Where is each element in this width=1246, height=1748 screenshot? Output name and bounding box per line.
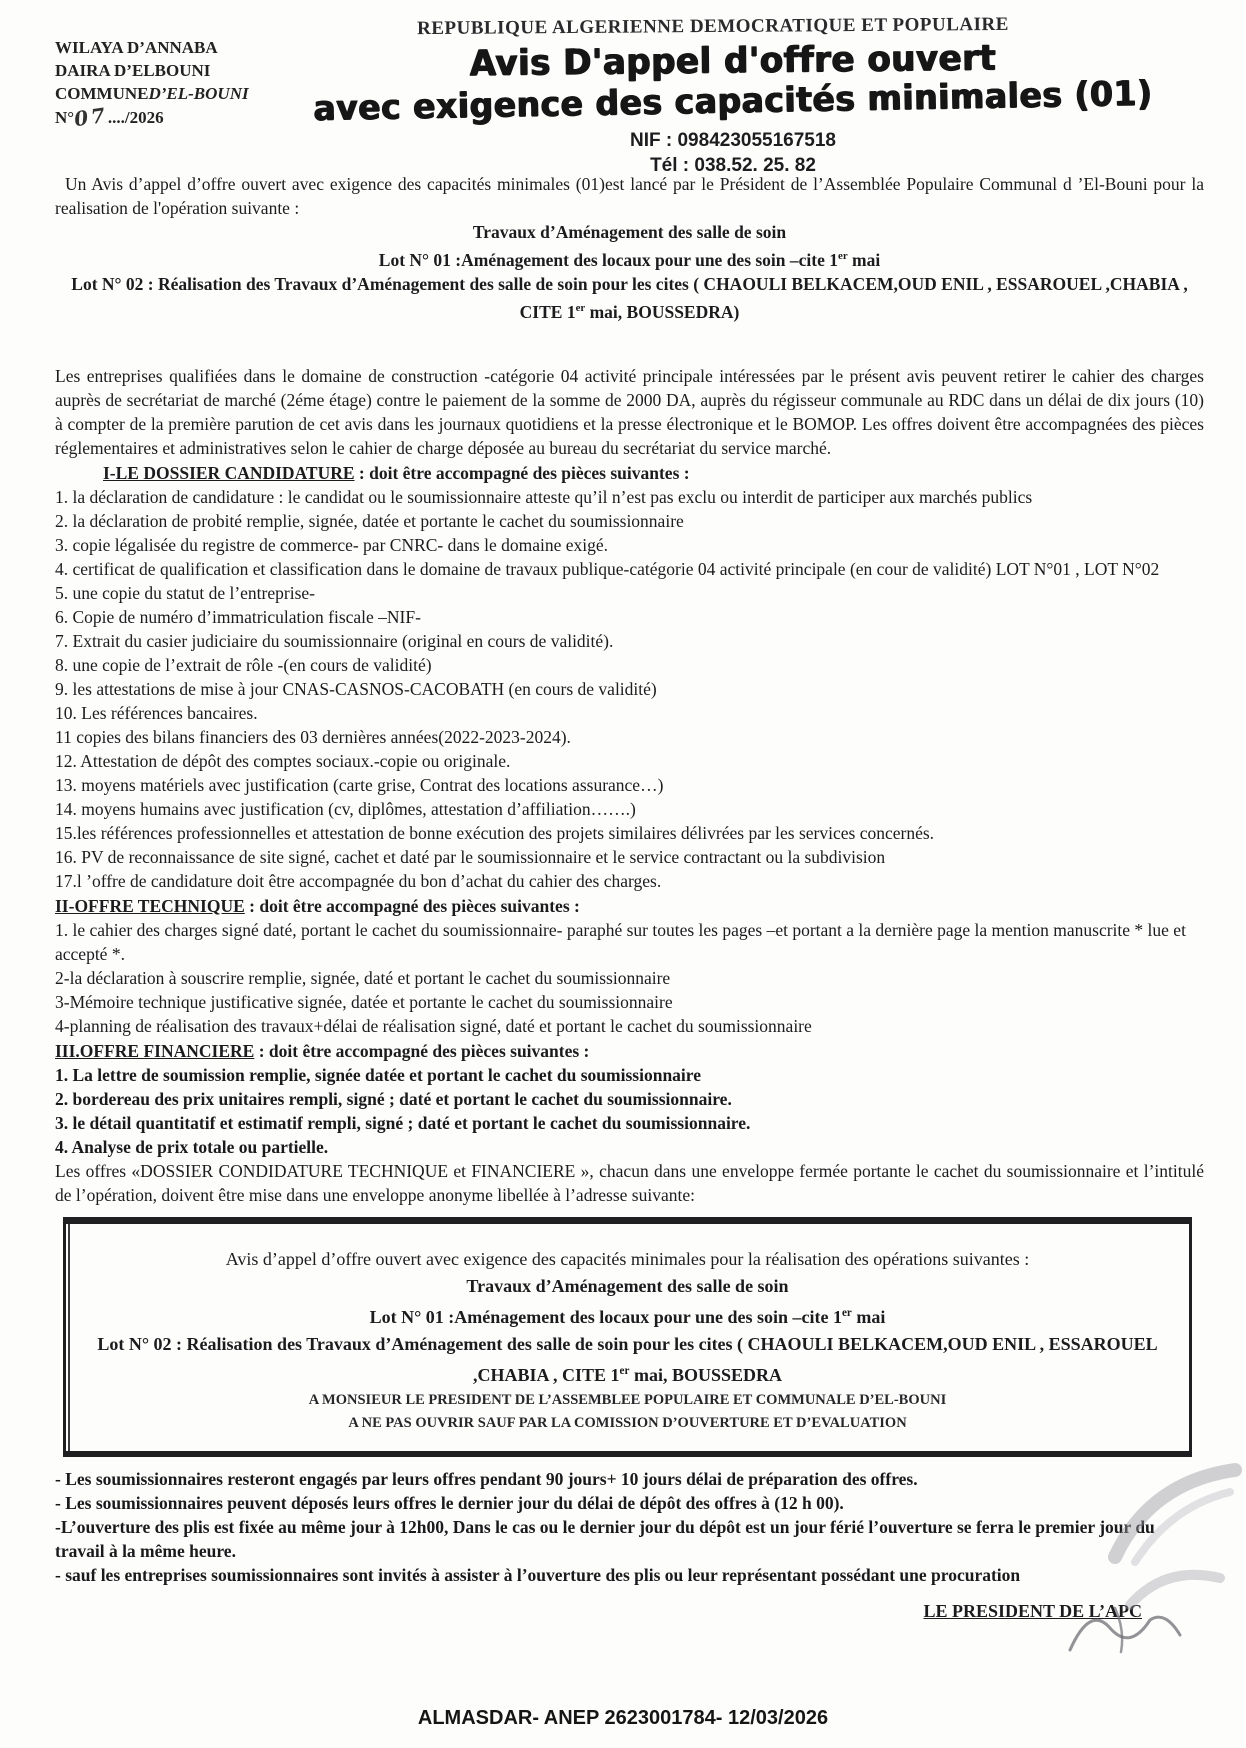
section-heading-technique: II-OFFRE TECHNIQUE : doit être accompagné des pièces suivantes : — [55, 895, 580, 916]
publication-footer: ALMASDAR- ANEP 2623001784- 12/03/2026 — [417, 1707, 829, 1729]
issuer-commune: COMMUNED’EL-BOUNI — [55, 84, 249, 103]
issuer-wilaya: WILAYA D’ANNABA — [55, 38, 218, 57]
signature-line: LE PRESIDENT DE L’APC — [923, 1600, 1142, 1621]
dossier-item: 15.les références professionnelles et attestation de bonne exécution des projets similaires délivrées par les services concernés. — [55, 822, 935, 843]
dossier-item: 14. moyens humains avec justification (cv, diplômes, attestation d’affiliation…….) — [55, 798, 636, 819]
section-heading-financiere: III.OFFRE FINANCIERE : doit être accompagné des pièces suivantes : — [55, 1040, 590, 1061]
dossier-item: 6. Copie de numéro d’immatriculation fiscale –NIF- — [55, 606, 421, 627]
financiere-item: 3. le détail quantitatif et estimatif rempli, signé ; daté et portant le cachet du soumissionnaire. — [55, 1112, 751, 1133]
operation-title: Travaux d’Aménagement des salle de soin — [472, 222, 787, 242]
document-title-line2: avec exigence des capacités minimales (01) — [313, 72, 1153, 129]
box-recipient: A MONSIEUR LE PRESIDENT DE L’ASSEMBLEE POPULAIRE ET COMMUNALE D’EL-BOUNI — [308, 1391, 947, 1408]
condition-item: - Les soumissionnaires peuvent déposés leurs offres le dernier jour du délai de dépôt des offres à (12 h 00). — [55, 1492, 844, 1513]
handwritten-number: 07 — [72, 102, 110, 132]
notice-number: N°07..../2026 — [55, 102, 164, 132]
dossier-item: 16. PV de reconnaissance de site signé, cachet et daté par le soumissionnaire et le service contractant ou la subdivision — [55, 846, 886, 867]
nif-line: NIF : 098423055167518 — [630, 130, 836, 151]
republic-line: REPUBLIQUE ALGERIENNE DEMOCRATIQUE ET POPULAIRE — [417, 13, 1009, 40]
condition-item: - Les soumissionnaires resteront engagés par leurs offres pendant 90 jours+ 10 jours délai de préparation des offres. — [55, 1468, 918, 1489]
dossier-item: 2. la déclaration de probité remplie, signée, datée et portante le cachet du soumissionnaire — [55, 510, 684, 531]
dossier-item: 8. une copie de l’extrait de rôle -(en cours de validité) — [55, 654, 432, 675]
document-title-line1: Avis D'appel d'offre ouvert — [469, 37, 997, 85]
retrait-paragraph: Les entreprises qualifiées dans le domaine de construction -catégorie 04 activité principale intéressées par le présent avis peuvent retirer le cahier des charges auprès de secrétariat de marché (2éme étage) contre le paiement de la somme de 2000 DA, auprès du régisseur communale au RDC dans un délai de dix jours (10) à compter de la première parution de cet avis dans les journaux quotidiens et la presse électronique et le BOMOP. Les offres doivent être accompagnées des pièces réglementaires et administratives selon le cahier de charge déposée au bureau du secrétariat du service marché. — [55, 365, 1204, 458]
box-warning: A NE PAS OUVRIR SAUF PAR LA COMISSION D’OUVERTURE ET D’EVALUATION — [348, 1414, 907, 1431]
conditions-list — [55, 1467, 1204, 1587]
financiere-items — [55, 1063, 1204, 1159]
financiere-item: 1. La lettre de soumission remplie, signée datée et portant le cachet du soumissionnaire — [55, 1064, 702, 1085]
dossier-item: 5. une copie du statut de l’entreprise- — [55, 582, 315, 603]
dossier-item: 1. la déclaration de candidature : le candidat ou le soumissionnaire atteste qu’il n’est pas exclu ou interdit de participer aux marchés publics — [55, 486, 1033, 507]
technique-item: 4-planning de réalisation des travaux+délai de réalisation signé, daté et portant le cachet du soumissionnaire — [55, 1015, 812, 1036]
financiere-item: 2. bordereau des prix unitaires rempli, signé ; daté et portant le cachet du soumissionnaire. — [55, 1088, 732, 1109]
condition-item: -L’ouverture des plis est fixée au même jour à 12h00, Dans le cas ou le dernier jour du dépôt est un jour férié l’ouverture se ferra le premier jour du travail à la même heure. — [55, 1516, 1155, 1561]
box-lot-1: Lot N° 01 :Aménagement des locaux pour une des soin –cite 1er mai — [369, 1306, 886, 1327]
document-header — [0, 0, 1246, 176]
envelope-note: Les offres «DOSSIER CONDIDATURE TECHNIQUE et FINANCIERE », chacun dans une enveloppe fermée portante le cachet du soumissionnaire et l’intitulé de l’opération, doivent être mise dans une enveloppe anonyme libellée à l’adresse suivante: — [55, 1160, 1204, 1205]
intro-paragraph: Un Avis d’appel d’offre ouvert avec exigence des capacités minimales (01)est lancé par le Président de l’Assemblée Populaire Communal d ’El-Bouni pour la realisation de l'opération suivante : — [55, 174, 1204, 218]
document-body — [0, 172, 1246, 1622]
section-heading-dossier: I-LE DOSSIER CANDIDATURE : doit être accompagné des pièces suivantes : — [103, 462, 690, 483]
lot-1-line: Lot N° 01 :Aménagement des locaux pour une des soin –cite 1er mai — [378, 249, 881, 270]
dossier-item: 10. Les références bancaires. — [55, 702, 258, 723]
dossier-item: 13. moyens matériels avec justification (carte grise, Contrat des locations assurance…) — [55, 774, 664, 795]
lot-2-line: Lot N° 02 : Réalisation des Travaux d’Aménagement des salle de soin pour les cites ( CHAOULI BELKACEM,OUD ENIL , ESSAROUEL ,CHABIA , CITE 1er mai, BOUSSEDRA) — [71, 273, 1188, 322]
dossier-item: 17.l ’offre de candidature doit être accompagnée du bon d’achat du cahier des charges. — [55, 870, 662, 891]
dossier-item: 7. Extrait du casier judiciaire du soumissionnaire (original en cours de validité). — [55, 630, 614, 651]
dossier-item: 3. copie légalisée du registre de commerce- par CNRC- dans le domaine exigé. — [55, 534, 608, 555]
box-lot-2: Lot N° 02 : Réalisation des Travaux d’Aménagement des salle de soin pour les cites ( CHAOULI BELKACEM,OUD ENIL , ESSAROUEL ,CHABIA , CITE 1er mai, BOUSSEDRA — [97, 1333, 1158, 1385]
dossier-item: 9. les attestations de mise à jour CNAS-CASNOS-CACOBATH (en cours de validité) — [55, 678, 657, 699]
dossier-item: 12. Attestation de dépôt des comptes sociaux.-copie ou originale. — [55, 750, 511, 771]
technique-item: 3-Mémoire technique justificative signée, datée et portante le cachet du soumissionnaire — [55, 991, 673, 1012]
technique-items — [55, 918, 1204, 1038]
title-block — [250, 37, 1216, 178]
tel-line: Tél : 038.52. 25. 82 — [650, 155, 816, 176]
box-operation: Travaux d’Aménagement des salle de soin — [466, 1275, 789, 1296]
dossier-item: 11 copies des bilans financiers des 03 dernières années(2022-2023-2024). — [55, 726, 571, 747]
technique-item: 1. le cahier des charges signé daté, portant le cachet du soumissionnaire- paraphé sur toutes les pages –et portant a la dernière page la mention manuscrite * lue et accepté *. — [55, 919, 1186, 964]
box-title-line: Avis d’appel d’offre ouvert avec exigence des capacités minimales pour la réalisation des opérations suivantes : — [225, 1248, 1030, 1269]
issuer-daira: DAIRA D’ELBOUNI — [55, 61, 211, 80]
dossier-items — [55, 485, 1204, 893]
dossier-item: 4. certificat de qualification et classification dans le domaine de travaux publique-catégorie 04 activité principale (en cour de validité) LOT N°01 , LOT N°02 — [55, 558, 1160, 579]
envelope-address-box — [63, 1217, 1192, 1457]
condition-item: - sauf les entreprises soumissionnaires sont invités à assister à l’ouverture des plis ou leur représentant possédant une procuration — [55, 1564, 1021, 1585]
financiere-item: 4. Analyse de prix totale ou partielle. — [55, 1136, 329, 1157]
technique-item: 2-la déclaration à souscrire remplie, signée, daté et portant le cachet du soumissionnaire — [55, 967, 671, 988]
issuer-block — [55, 36, 249, 132]
